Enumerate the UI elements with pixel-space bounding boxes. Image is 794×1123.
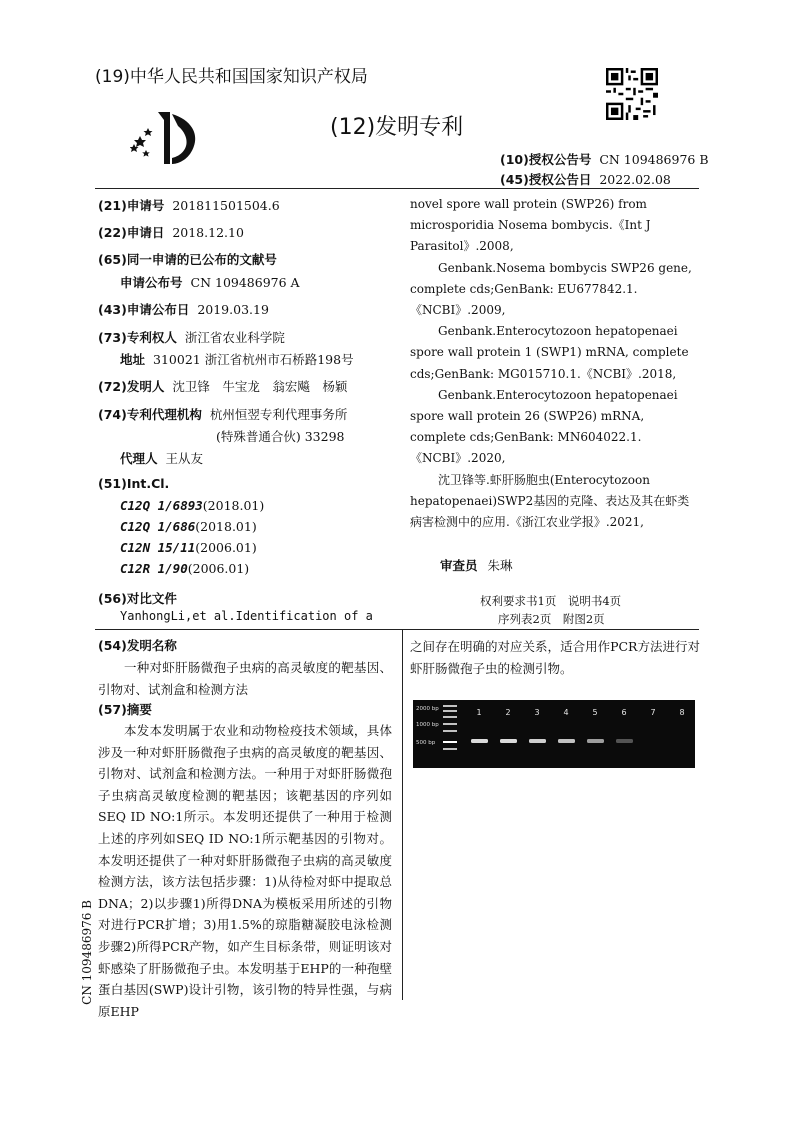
- patent-agent-value: 王从友: [165, 451, 204, 466]
- owner-address: [120, 350, 354, 368]
- publication-date: [98, 300, 269, 318]
- publication-date-label: (43)申请公布日: [98, 302, 190, 317]
- gel-electrophoresis-image: [413, 700, 695, 768]
- gel-lane-label: 5: [592, 708, 598, 717]
- gel-lane-label: 3: [534, 708, 540, 717]
- int-cl-label: (51)Int.Cl.: [98, 476, 170, 491]
- application-number: [98, 196, 280, 214]
- cited-references-list: [410, 194, 700, 533]
- side-patent-number: CN 109486976 B: [80, 900, 94, 1005]
- patent-agency-value: 杭州恒翌专利代理事务所: [209, 407, 348, 422]
- abstract-continuation: 之间存在明确的对应关系，适合用作PCR方法进行对虾肝肠微孢子虫的检测引物。: [410, 639, 700, 676]
- qr-code: [606, 68, 658, 120]
- cnipa-logo: [130, 108, 206, 168]
- inventors: [98, 377, 347, 395]
- abstract-heading: [98, 700, 152, 718]
- gel-marker-label: 500 bp: [416, 740, 436, 746]
- publication-number-label: 申请公布号: [120, 275, 183, 290]
- office-title: (19)中华人民共和国国家知识产权局: [95, 67, 368, 87]
- gel-lane-label: 6: [621, 708, 627, 717]
- gel-band: [500, 739, 517, 743]
- cited-reference: 沈卫锋等.虾肝肠胞虫(Enterocytozoon hepatopenaei)SWP2基因的克隆、表达及其在虾类病害检测中的应用.《浙江农业学报》.2021,: [410, 472, 690, 530]
- int-cl-code: C12N 15/11: [120, 540, 196, 555]
- cited-reference: novel spore wall protein (SWP26) from microsporidia Nosema bombycis.《Int J Parasitol》.2008,: [410, 197, 651, 254]
- application-number-value: 201811501504.6: [172, 198, 280, 213]
- owner-address-value: 310021 浙江省杭州市石桥路198号: [153, 352, 354, 367]
- examiner: [440, 556, 513, 574]
- publication-date-value: 2019.03.19: [197, 302, 269, 317]
- cited-reference: Genbank.Enterocytozoon hepatopenaei spore wall protein 1 (SWP1) mRNA, complete cds;GenBank: MG015710.1.《NCBI》.2018,: [410, 324, 689, 381]
- ladder-band: [443, 705, 457, 707]
- application-number-label: (21)申请号: [98, 198, 165, 213]
- application-date: [98, 223, 244, 241]
- ladder-band: [443, 716, 457, 718]
- ladder-band: [443, 730, 457, 732]
- abstract-label: (57)摘要: [98, 702, 152, 717]
- patent-agency-label: (74)专利代理机构: [98, 407, 202, 422]
- invention-title-label: (54)发明名称: [98, 638, 177, 653]
- int-cl-version: (2006.01): [187, 561, 250, 576]
- int-cl-code: C12Q 1/686: [120, 519, 196, 534]
- patent-agency: [98, 405, 347, 423]
- int-cl-code: C12R 1/90: [120, 561, 188, 576]
- gel-marker-label: 1000 bp: [416, 722, 439, 728]
- ladder-band: [443, 741, 457, 743]
- int-cl-entry: [120, 561, 249, 576]
- gel-lane-label: 7: [650, 708, 656, 717]
- examiner-name: 朱琳: [487, 558, 513, 573]
- patent-owner: [98, 328, 285, 346]
- int-cl-version: (2006.01): [195, 540, 257, 555]
- patent-type: (12)发明专利: [330, 115, 464, 140]
- int-cl-entry: [120, 519, 257, 534]
- publication-number: [120, 273, 300, 291]
- page-count-line2: 序列表2页 附图2页: [498, 612, 605, 626]
- gel-lane-label: 4: [563, 708, 569, 717]
- gel-band: [529, 739, 546, 743]
- int-cl-entry: [120, 540, 257, 555]
- grant-number-row: [500, 150, 709, 168]
- gel-band: [471, 739, 488, 743]
- owner-address-label: 地址: [120, 352, 146, 367]
- patent-agent-label: 代理人: [120, 451, 158, 466]
- application-date-value: 2018.12.10: [172, 225, 244, 240]
- int-cl-version: (2018.01): [195, 519, 257, 534]
- ladder-band: [443, 723, 457, 725]
- patent-owner-value: 浙江省农业科学院: [184, 330, 285, 345]
- gel-lane-label: 1: [476, 708, 482, 717]
- invention-title-heading: [98, 636, 177, 654]
- prior-publication-heading: [98, 250, 277, 268]
- patent-owner-label: (73)专利权人: [98, 330, 177, 345]
- cited-references-heading: [98, 589, 177, 607]
- patent-agent: [120, 449, 203, 467]
- gel-lane-label: 2: [505, 708, 511, 717]
- page-count-line1: 权利要求书1页 说明书4页: [480, 594, 622, 608]
- gel-marker-label: 2000 bp: [416, 706, 439, 712]
- int-cl-code: C12Q 1/6893: [120, 498, 203, 513]
- ladder-band: [443, 710, 457, 712]
- examiner-label: 审查员: [440, 558, 478, 573]
- gel-lane-label: 8: [679, 708, 685, 717]
- gel-band: [587, 739, 604, 743]
- gel-band: [558, 739, 575, 743]
- header-divider: [95, 188, 699, 189]
- ladder-band: [443, 748, 457, 750]
- grant-date: 2022.02.08: [599, 172, 671, 187]
- cited-references-label: (56)对比文件: [98, 591, 177, 606]
- application-date-label: (22)申请日: [98, 225, 165, 240]
- invention-title: 一种对虾肝肠微孢子虫病的高灵敏度的靶基因、引物对、试剂盒和检测方法: [98, 660, 392, 697]
- int-cl-heading: [98, 476, 169, 491]
- cited-reference: Genbank.Enterocytozoon hepatopenaei spore wall protein 26 (SWP26) mRNA, complete cds;GenBank: MN604022.1.《NCBI》.2020,: [410, 387, 678, 466]
- gel-band: [616, 739, 633, 743]
- abstract-text: 本发本发明属于农业和动物检疫技术领域，具体涉及一种对虾肝肠微孢子虫病的高灵敏度的靶基因、引物对、试剂盒和检测方法。一种用于对虾肝肠微孢子虫病高灵敏度检测的靶基因；该靶基因的序列如SEQ ID NO:1所示。本发明还提供了一种用于检测上述的序列如SEQ ID NO:1所示靶基因的引物对。本发明还提供了一种对虾肝肠微孢子虫病的高灵敏度检测方法，该方法包括步骤：1)从待检对虾中提取总DNA；2)以步骤1)所得DNA为模板采用所述的引物对进行PCR扩增；3)用1.5%的琼脂糖凝胶电泳检测步骤2)所得PCR产物，如产生目标条带，则证明该对虾感染了肝肠微孢子虫。本发明基于EHP的一种孢壁蛋白基因(SWP)设计引物，该引物的特异性强，与病原EHP: [98, 723, 392, 1019]
- grant-number-label: (10)授权公告号: [500, 152, 592, 167]
- cited-reference-first: YanhongLi,et al.Identification of a: [120, 609, 373, 623]
- column-divider: [402, 630, 403, 1000]
- patent-agency-line2: (特殊普通合伙) 33298: [216, 429, 345, 444]
- inventors-label: (72)发明人: [98, 379, 165, 394]
- inventors-value: 沈卫锋 牛宝龙 翁宏飚 杨颖: [172, 379, 348, 394]
- grant-date-row: [500, 170, 671, 188]
- section-divider: [95, 629, 699, 630]
- grant-number: CN 109486976 B: [599, 152, 709, 167]
- prior-publication-label: (65)同一申请的已公布的文献号: [98, 252, 277, 267]
- cited-reference: Genbank.Nosema bombycis SWP26 gene, complete cds;GenBank: EU677842.1.《NCBI》.2009,: [410, 260, 692, 318]
- publication-number-value: CN 109486976 A: [190, 275, 300, 290]
- int-cl-entry: [120, 498, 264, 513]
- int-cl-version: (2018.01): [202, 498, 265, 513]
- grant-date-label: (45)授权公告日: [500, 172, 592, 187]
